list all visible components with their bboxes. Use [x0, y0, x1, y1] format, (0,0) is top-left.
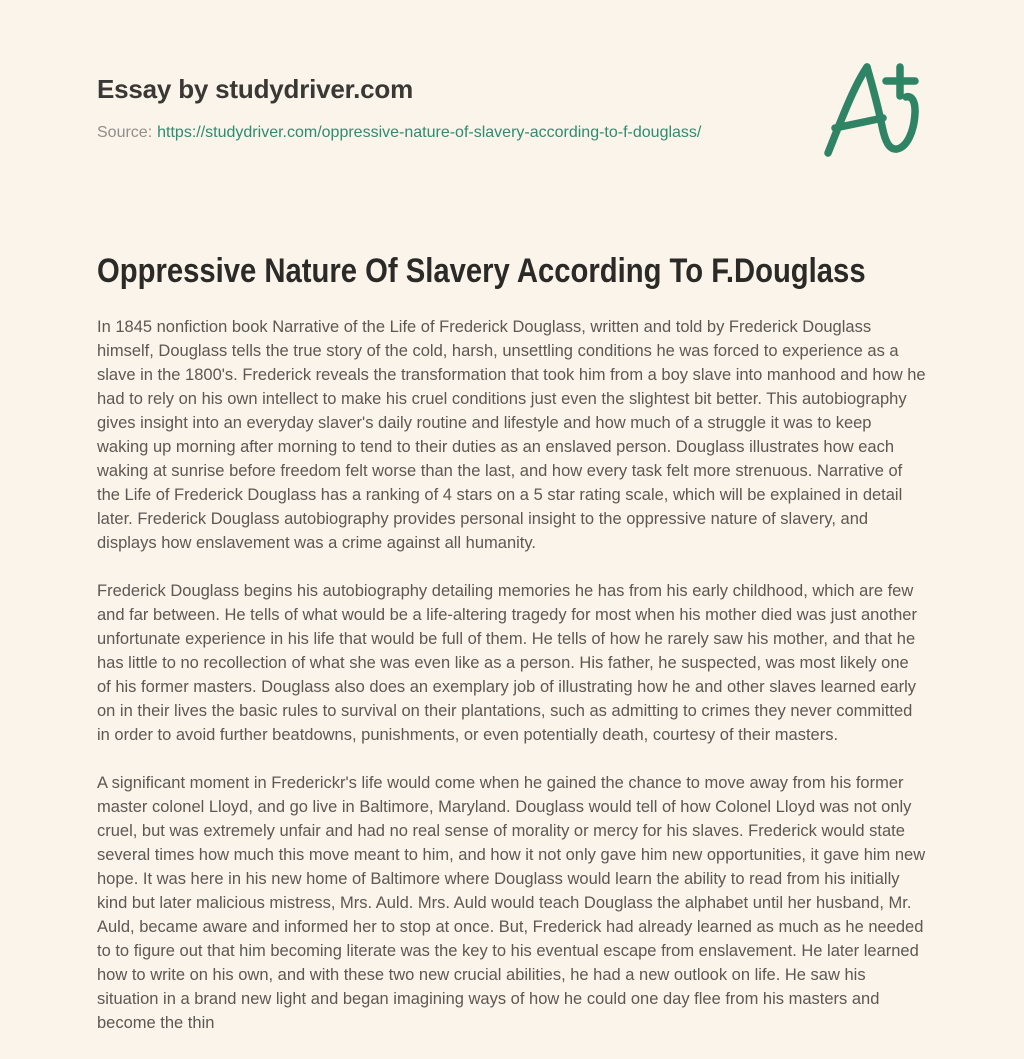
source-line — [97, 124, 701, 142]
studydriver-a-plus-logo-icon — [820, 56, 920, 158]
essay-title: Oppressive Nature Of Slavery According To F.Douglass — [97, 252, 866, 290]
source-url-link[interactable]: https://studydriver.com/oppressive-nature-of-slavery-according-to-f-douglass/ — [157, 124, 702, 141]
essay-paragraph: In 1845 nonfiction book Narrative of the Life of Frederick Douglass, written and told by Frederick Douglass himself, Douglass tells the true story of the cold, harsh, unsettling conditions he was forced to experience as a slave in the 1800's. Frederick reveals the transformation that took him from a boy slave into manhood and how he had to rely on his own intellect to make his cruel conditions just even the slightest bit better. This autobiography gives insight into an everyday slaver's daily routine and lifestyle and how much of a struggle it was to keep waking up morning after morning to tend to their duties as an enslaved person. Douglass illustrates how each waking at sunrise before freedom felt worse than the last, and how every task felt more strenuous. Narrative of the Life of Frederick Douglass has a ranking of 4 stars on a 5 star rating scale, which will be explained in detail later. Frederick Douglass autobiography provides personal insight to the oppressive nature of slavery, and displays how enslavement was a crime against all humanity. — [97, 318, 926, 553]
essay-paragraph: Frederick Douglass begins his autobiography detailing memories he has from his early childhood, which are few and far between. He tells of what would be a life-altering tragedy for most when his mother died was just another unfortunate experience in his life that would be full of them. He tells of how he rarely saw his mother, and that he has little to no recollection of what she was even like as a person. His father, he suspected, was most likely one of his former masters. Douglass also does an exemplary job of illustrating how he and other slaves learned early on in their lives the basic rules to survival on their plantations, such as admitting to crimes they never committed in order to avoid further beatdowns, punishments, or even potentially death, courtesy of their masters. — [97, 582, 917, 745]
logo-strokes — [828, 67, 915, 153]
essay-paragraph: A significant moment in Frederickr's life would come when he gained the chance to move away from his former master colonel Lloyd, and go live in Baltimore, Maryland. Douglass would tell of how Colonel Lloyd was not only cruel, but was extremely unfair and had no real sense of morality or mercy for his slaves. Frederick would state several times how much this move meant to him, and how it not only gave him new opportunities, it gave him new hope. It was here in his new home of Baltimore where Douglass would learn the ability to read from his initially kind but later malicious mistress, Mrs. Auld. Mrs. Auld would teach Douglass the alphabet until her husband, Mr. Auld, became aware and informed her to stop at once. But, Frederick had already learned as much as he needed to to figure out that him becoming literate was the key to his eventual escape from enslavement. He later learned how to write on his own, and with these two new crucial abilities, he had a new outlook on life. He saw his situation in a brand new light and began imagining ways of how he could one day flee from his masters and become the thin — [97, 774, 926, 1033]
page-header-title: Essay by studydriver.com — [97, 74, 414, 104]
source-label: Source: — [97, 124, 153, 141]
essay-article — [97, 252, 927, 1059]
